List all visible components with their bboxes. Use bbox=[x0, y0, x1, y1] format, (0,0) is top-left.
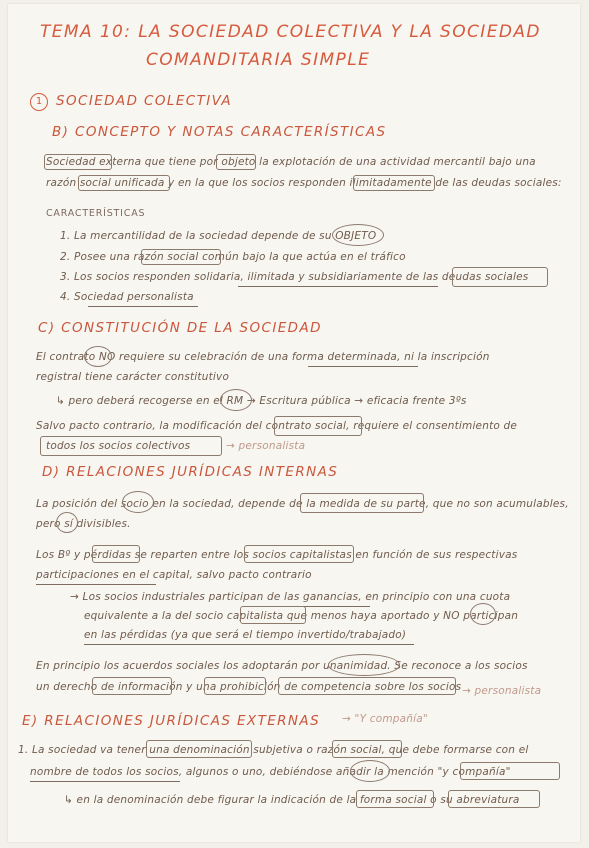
internal-line-1: La posición del socio en la sociedad, depende de la medida de su parte, que no son acumulables, bbox=[36, 498, 569, 510]
box-razon-social bbox=[78, 175, 170, 191]
oval-no-participan bbox=[470, 603, 496, 625]
box-deudas-sociales bbox=[452, 267, 548, 287]
internal-line-3: Los Bº y pérdidas se reparten entre los socios capitalistas en función de sus respectivas bbox=[36, 549, 518, 561]
internal-line-7: en las pérdidas (ya que será el tiempo invertido/trabajado) bbox=[84, 629, 407, 641]
characteristics-heading: CARACTERÍSTICAS bbox=[46, 208, 146, 219]
box-sociedad-externa bbox=[44, 154, 112, 170]
constitution-line-4: Salvo pacto contrario, la modificación del contrato social, requiere el consentimiento de bbox=[36, 420, 518, 432]
note-personalista-1: → personalista bbox=[226, 440, 306, 452]
notebook-page bbox=[8, 4, 580, 842]
box-socios-capitalistas bbox=[244, 545, 354, 563]
box-razon-social-ext bbox=[332, 740, 402, 758]
box-todos-los-socios bbox=[40, 436, 222, 456]
subheading-relaciones-internas: D) RELACIONES JURÍDICAS INTERNAS bbox=[42, 464, 339, 480]
box-forma-social bbox=[356, 790, 434, 808]
external-line-2: nombre de todos los socios, algunos o uno, debiéndose añadir la mención "y compañía" bbox=[30, 766, 511, 778]
underline-forma-determinada bbox=[308, 366, 418, 367]
page-title-line2: COMANDITARIA SIMPLE bbox=[146, 50, 371, 70]
internal-line-2: pero sí divisibles. bbox=[36, 518, 131, 530]
subheading-concepto: B) CONCEPTO Y NOTAS CARACTERÍSTICAS bbox=[52, 124, 387, 140]
box-denominacion-subjetiva bbox=[146, 740, 252, 758]
oval-si bbox=[56, 512, 78, 533]
box-medida-parte bbox=[300, 493, 424, 513]
box-perdidas bbox=[92, 545, 140, 563]
oval-objeto bbox=[332, 224, 384, 246]
underline-nombre-socios bbox=[30, 781, 180, 782]
internal-line-6: equivalente a la del socio capitalista que menos haya aportado y NO participan bbox=[84, 610, 519, 622]
box-capitalista bbox=[240, 606, 306, 624]
constitution-line-3: ↳ pero deberá recogerse en el RM → Escritura pública → eficacia frente 3ºs bbox=[56, 395, 467, 407]
characteristic-item-4: 4. Sociedad personalista bbox=[60, 291, 194, 303]
box-abreviatura bbox=[448, 790, 540, 808]
subheading-relaciones-externas: E) RELACIONES JURÍDICAS EXTERNAS bbox=[22, 713, 321, 729]
box-informacion bbox=[92, 677, 172, 695]
underline-ganancias bbox=[300, 606, 370, 607]
external-line-1: 1. La sociedad va tener una denominación subjetiva o razón social, que debe formarse con el bbox=[18, 744, 529, 756]
constitution-line-2: registral tiene carácter constitutivo bbox=[36, 371, 230, 383]
oval-rm bbox=[220, 389, 252, 411]
subheading-constitucion: C) CONSTITUCIÓN DE LA SOCIEDAD bbox=[38, 320, 322, 336]
section-heading: SOCIEDAD COLECTIVA bbox=[56, 93, 232, 109]
characteristic-item-1: 1. La mercantilidad de la sociedad depende de su OBJETO bbox=[60, 230, 377, 242]
internal-line-4: participaciones en el capital, salvo pacto contrario bbox=[36, 569, 312, 581]
oval-socio bbox=[122, 491, 154, 513]
box-contrato-social bbox=[274, 416, 362, 436]
oval-anadir bbox=[350, 760, 390, 782]
oval-unanimidad bbox=[328, 654, 400, 676]
box-ilimitadamente bbox=[353, 175, 435, 191]
constitution-line-5: todos los socios colectivos bbox=[46, 440, 191, 452]
underline-personalista bbox=[88, 306, 198, 307]
box-objeto bbox=[216, 154, 256, 170]
box-competencia bbox=[278, 677, 456, 695]
underline-solidaria bbox=[238, 286, 438, 287]
note-y-compania: → "Y compañía" bbox=[342, 713, 428, 725]
page-title-line1: TEMA 10: LA SOCIEDAD COLECTIVA Y LA SOCIEDAD bbox=[40, 22, 541, 42]
underline-participaciones bbox=[36, 584, 156, 585]
characteristic-item-2: 2. Posee una razón social común bajo la que actúa en el tráfico bbox=[60, 251, 406, 263]
box-razon-social-comun bbox=[141, 249, 221, 265]
note-personalista-2: → personalista bbox=[462, 685, 542, 697]
box-prohibicion bbox=[204, 677, 266, 695]
concept-line-1: Sociedad externa que tiene por objeto la explotación de una actividad mercantil bajo una bbox=[46, 156, 536, 168]
box-y-compania bbox=[460, 762, 560, 780]
underline-perdidas bbox=[84, 644, 414, 645]
oval-no bbox=[84, 346, 112, 367]
characteristic-item-3: 3. Los socios responden solidaria, ilimitada y subsidiariamente de las deudas sociales bbox=[60, 271, 529, 283]
internal-line-9: un derecho de información y una prohibición de competencia sobre los socios bbox=[36, 681, 462, 693]
constitution-line-1: El contrato NO requiere su celebración de una forma determinada, ni la inscripción bbox=[36, 351, 490, 363]
internal-line-5: → Los socios industriales participan de las ganancias, en principio con una cuota bbox=[70, 591, 511, 603]
concept-line-2: razón social unificada y en la que los socios responden ilimitadamente de las deudas sociales: bbox=[46, 177, 562, 189]
external-line-3: ↳ en la denominación debe figurar la indicación de la forma social o su abreviatura bbox=[64, 794, 520, 806]
section-number-circle: 1 bbox=[30, 93, 48, 111]
internal-line-8: En principio los acuerdos sociales los adoptarán por unanimidad. Se reconoce a los socios bbox=[36, 660, 528, 672]
